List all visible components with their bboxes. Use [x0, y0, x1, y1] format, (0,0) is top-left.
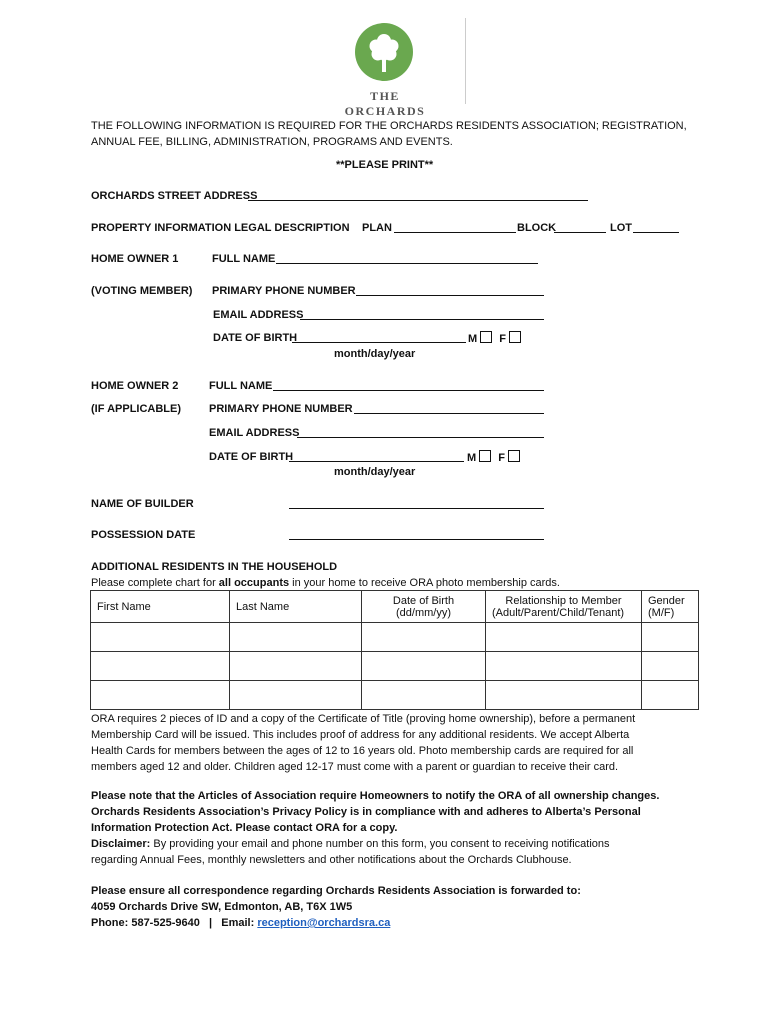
- owner2-gender: [467, 450, 520, 465]
- residents-instructions: [91, 576, 560, 590]
- residents-heading: ADDITIONAL RESIDENTS IN THE HOUSEHOLD: [91, 561, 338, 573]
- owner1-phone-label: PRIMARY PHONE NUMBER: [212, 285, 356, 297]
- street-address-field[interactable]: [248, 200, 588, 201]
- plan-field[interactable]: [394, 232, 516, 233]
- owner1-dob-format: month/day/year: [334, 348, 416, 360]
- owner2-email-label: EMAIL ADDRESS: [209, 427, 300, 439]
- owner2-dob-field[interactable]: [289, 461, 464, 462]
- owner1-f-label: F: [499, 333, 506, 345]
- orchards-logo: [354, 22, 414, 82]
- block-field[interactable]: [554, 232, 606, 233]
- logo-text: THE ORCHARDS: [344, 89, 426, 118]
- owner2-subheading: (IF APPLICABLE): [91, 403, 182, 415]
- owner2-dob-label: DATE OF BIRTH: [209, 451, 294, 463]
- table-row: [91, 681, 699, 710]
- street-address-label: ORCHARDS STREET ADDRESS: [91, 190, 258, 202]
- table-row: [91, 623, 699, 652]
- table-cell[interactable]: [91, 652, 230, 681]
- table-cell[interactable]: [362, 623, 486, 652]
- privacy-note-1: Orchards Residents Association’s Privacy Policy is in compliance with and adheres to Alberta’s Personal: [91, 806, 641, 818]
- col-gender-line2: (M/F): [648, 606, 675, 619]
- owner1-subheading: (VOTING MEMBER): [91, 285, 193, 297]
- contact-address: 4059 Orchards Drive SW, Edmonton, AB, T6X 1W5: [91, 901, 353, 913]
- col-gender-line1: Gender: [648, 594, 685, 607]
- col-rel-line1: Relationship to Member: [505, 594, 622, 607]
- col-gender: [642, 591, 699, 623]
- owner1-f-checkbox[interactable]: [509, 331, 521, 343]
- email-link[interactable]: reception@orchardsra.ca: [257, 917, 391, 929]
- owner1-email-field[interactable]: [300, 319, 544, 320]
- table-cell[interactable]: [642, 681, 699, 710]
- table-header-row: [91, 591, 699, 623]
- owner1-fullname-field[interactable]: [276, 263, 538, 264]
- id-note-line-1: ORA requires 2 pieces of ID and a copy of the Certificate of Title (proving home ownership), before a permanent: [91, 713, 636, 725]
- table-row: [91, 652, 699, 681]
- owner2-fullname-field[interactable]: [273, 390, 544, 391]
- instr-text: Please complete chart for: [91, 577, 219, 589]
- col-dob: [362, 591, 486, 623]
- owner2-email-field[interactable]: [297, 437, 544, 438]
- owner1-phone-field[interactable]: [356, 295, 544, 296]
- builder-field[interactable]: [289, 508, 544, 509]
- owner1-dob-field[interactable]: [292, 342, 466, 343]
- owner2-m-label: M: [467, 452, 477, 464]
- contact-intro: Please ensure all correspondence regarding Orchards Residents Association is forwarded to:: [91, 885, 581, 897]
- property-info-label: PROPERTY INFORMATION LEGAL DESCRIPTION: [91, 222, 350, 234]
- privacy-note-2: Information Protection Act. Please contact ORA for a copy.: [91, 822, 398, 834]
- please-print: **PLEASE PRINT**: [336, 159, 434, 171]
- intro-line-1: THE FOLLOWING INFORMATION IS REQUIRED FOR THE ORCHARDS RESIDENTS ASSOCIATION; REGISTRATION,: [91, 120, 687, 132]
- table-cell[interactable]: [486, 652, 642, 681]
- table-cell[interactable]: [642, 623, 699, 652]
- lot-field[interactable]: [633, 232, 679, 233]
- col-last-name: Last Name: [230, 591, 362, 623]
- occupants-table: [90, 590, 699, 710]
- owner2-f-label: F: [498, 452, 505, 464]
- col-dob-line2: (dd/mm/yy): [396, 606, 451, 619]
- instr-text-end: in your home to receive ORA photo membership cards.: [289, 577, 560, 589]
- disclaimer-line-1: [91, 837, 610, 851]
- block-label: BLOCK: [517, 222, 557, 234]
- plan-label: PLAN: [362, 222, 392, 234]
- id-note-line-4: members aged 12 and older. Children aged 12-17 must come with a parent or guardian to receive their card.: [91, 761, 619, 773]
- owner2-heading: HOME OWNER 2: [91, 380, 179, 392]
- table-cell[interactable]: [642, 652, 699, 681]
- col-first-name: First Name: [91, 591, 230, 623]
- owner2-phone-field[interactable]: [354, 413, 544, 414]
- owner1-fullname-label: FULL NAME: [212, 253, 276, 265]
- owner2-phone-label: PRIMARY PHONE NUMBER: [209, 403, 353, 415]
- id-note-line-2: Membership Card will be issued. This includes proof of address for any additional residents. We accept Alberta: [91, 729, 630, 741]
- owner1-heading: HOME OWNER 1: [91, 253, 179, 265]
- table-cell[interactable]: [230, 652, 362, 681]
- articles-note: Please note that the Articles of Association require Homeowners to notify the ORA of all ownership changes.: [91, 790, 660, 802]
- owner1-email-label: EMAIL ADDRESS: [213, 309, 304, 321]
- instr-bold: all occupants: [218, 577, 290, 589]
- tree-logo-icon: [354, 22, 414, 82]
- owner2-f-checkbox[interactable]: [508, 450, 520, 462]
- table-cell[interactable]: [230, 623, 362, 652]
- owner1-dob-label: DATE OF BIRTH: [213, 332, 298, 344]
- possession-date-label: POSSESSION DATE: [91, 529, 196, 541]
- owner1-m-checkbox[interactable]: [480, 331, 492, 343]
- disclaimer-line-2: regarding Annual Fees, monthly newsletters and other notifications about the Orchards Clubhouse.: [91, 854, 572, 866]
- contact-phone-email: [91, 916, 390, 930]
- owner2-m-checkbox[interactable]: [479, 450, 491, 462]
- table-cell[interactable]: [486, 623, 642, 652]
- builder-label: NAME OF BUILDER: [91, 498, 194, 510]
- possession-date-field[interactable]: [289, 539, 544, 540]
- table-cell[interactable]: [91, 681, 230, 710]
- table-cell[interactable]: [91, 623, 230, 652]
- lot-label: LOT: [610, 222, 632, 234]
- id-note-line-3: Health Cards for members between the ages of 12 to 16 years old. Photo membership cards are required for all: [91, 745, 634, 757]
- table-cell[interactable]: [486, 681, 642, 710]
- owner1-gender: [468, 331, 521, 346]
- table-cell[interactable]: [362, 681, 486, 710]
- table-cell[interactable]: [362, 652, 486, 681]
- logo-divider: [465, 18, 466, 104]
- col-relationship: [486, 591, 642, 623]
- col-rel-line2: (Adult/Parent/Child/Tenant): [492, 606, 625, 619]
- disclaimer-label: Disclaimer:: [91, 838, 151, 850]
- col-dob-line1: Date of Birth: [392, 594, 455, 607]
- intro-line-2: ANNUAL FEE, BILLING, ADMINISTRATION, PROGRAMS AND EVENTS.: [91, 136, 453, 148]
- contact-phone: Phone: 587-525-9640 | Email:: [91, 917, 258, 929]
- owner1-m-label: M: [468, 333, 478, 345]
- table-cell[interactable]: [230, 681, 362, 710]
- owner2-fullname-label: FULL NAME: [209, 380, 273, 392]
- owner2-dob-format: month/day/year: [334, 466, 416, 478]
- disclaimer-text: By providing your email and phone number on this form, you consent to receiving notifications: [150, 838, 610, 850]
